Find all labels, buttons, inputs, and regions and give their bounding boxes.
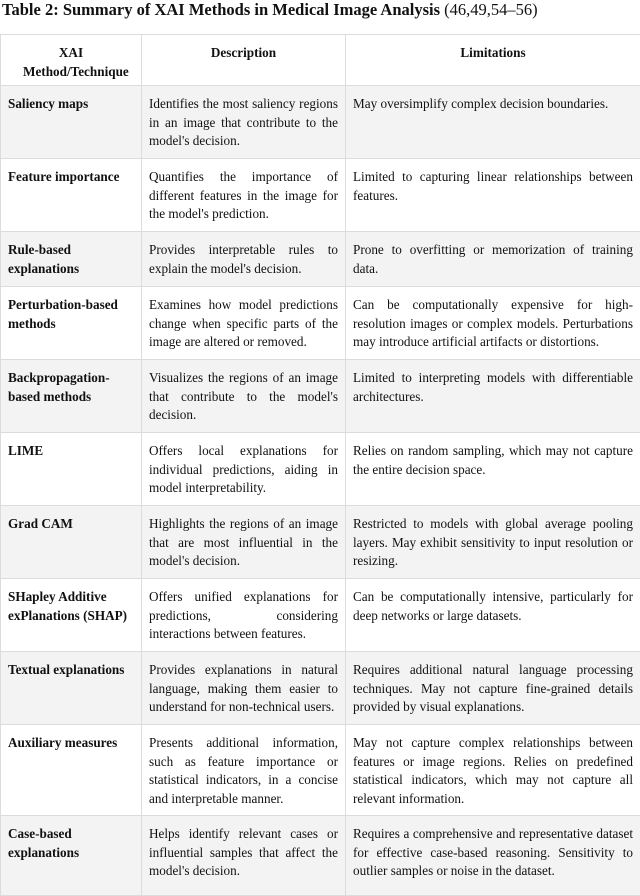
- header-description: Description: [142, 35, 346, 86]
- table-row: [1, 579, 640, 652]
- method-cell: Grad CAM: [1, 506, 142, 579]
- method-cell: SHapley Additive exPlanations (SHAP): [1, 579, 142, 652]
- table-row: [1, 232, 640, 287]
- limitations-cell: Limited to capturing linear relationships between features.: [346, 159, 640, 232]
- table-caption: [2, 0, 538, 20]
- method-cell: Rule-based explanations: [1, 232, 142, 287]
- table-row: [1, 725, 640, 816]
- limitations-cell: May not capture complex relationships between features or image regions. Relies on predefined statistical indicators, which may not capture all relevant information.: [346, 725, 640, 816]
- table-row: [1, 652, 640, 725]
- method-cell: Textual explanations: [1, 652, 142, 725]
- description-cell: Highlights the regions of an image that are most influential in the model's decision.: [142, 506, 346, 579]
- description-cell: Identifies the most saliency regions in an image that contribute to the model's decision.: [142, 86, 346, 159]
- description-cell: Examines how model predictions change when specific parts of the image are altered or removed.: [142, 287, 346, 360]
- description-cell: Quantifies the importance of different features in the image for the model's prediction.: [142, 159, 346, 232]
- description-cell: Offers unified explanations for predictions, considering interactions between features.: [142, 579, 346, 652]
- limitations-cell: Requires a comprehensive and representative dataset for effective case-based reasoning. Sensitivity to outlier samples or noise in the dataset.: [346, 816, 640, 896]
- method-cell: Feature importance: [1, 159, 142, 232]
- description-cell: Helps identify relevant cases or influential samples that affect the model's decision.: [142, 816, 346, 896]
- limitations-cell: May oversimplify complex decision boundaries.: [346, 86, 640, 159]
- table-row: [1, 86, 640, 159]
- limitations-cell: Requires additional natural language processing techniques. May not capture fine-grained details provided by visual explanations.: [346, 652, 640, 725]
- table-row: [1, 506, 640, 579]
- xai-methods-table: [0, 34, 640, 896]
- method-cell: Auxiliary measures: [1, 725, 142, 816]
- method-cell: LIME: [1, 433, 142, 506]
- header-method: XAI Method/Technique: [1, 35, 142, 86]
- description-cell: Provides interpretable rules to explain the model's decision.: [142, 232, 346, 287]
- table-row: [1, 433, 640, 506]
- caption-refs: (46,49,54–56): [444, 0, 538, 19]
- description-cell: Provides explanations in natural language, making them easier to understand for non-technical users.: [142, 652, 346, 725]
- limitations-cell: Relies on random sampling, which may not capture the entire decision space.: [346, 433, 640, 506]
- table-row: [1, 816, 640, 896]
- table-row: [1, 159, 640, 232]
- description-cell: Presents additional information, such as feature importance or statistical indicators, in a concise and interpretable manner.: [142, 725, 346, 816]
- table-header-row: [1, 35, 640, 86]
- limitations-cell: Can be computationally expensive for high-resolution images or complex models. Perturbations may introduce artificial artifacts or distortions.: [346, 287, 640, 360]
- caption-label: Table 2: Summary of XAI Methods in Medical Image Analysis: [2, 0, 440, 19]
- limitations-cell: Can be computationally intensive, particularly for deep networks or large datasets.: [346, 579, 640, 652]
- limitations-cell: Restricted to models with global average pooling layers. May exhibit sensitivity to input resolution or resizing.: [346, 506, 640, 579]
- limitations-cell: Limited to interpreting models with differentiable architectures.: [346, 360, 640, 433]
- method-cell: Case-based explanations: [1, 816, 142, 896]
- table-row: [1, 360, 640, 433]
- description-cell: Visualizes the regions of an image that contribute to the model's decision.: [142, 360, 346, 433]
- table-row: [1, 287, 640, 360]
- method-cell: Perturbation-based methods: [1, 287, 142, 360]
- header-limitations: Limitations: [346, 35, 640, 86]
- description-cell: Offers local explanations for individual predictions, aiding in model interpretability.: [142, 433, 346, 506]
- limitations-cell: Prone to overfitting or memorization of training data.: [346, 232, 640, 287]
- method-cell: Backpropagation-based methods: [1, 360, 142, 433]
- method-cell: Saliency maps: [1, 86, 142, 159]
